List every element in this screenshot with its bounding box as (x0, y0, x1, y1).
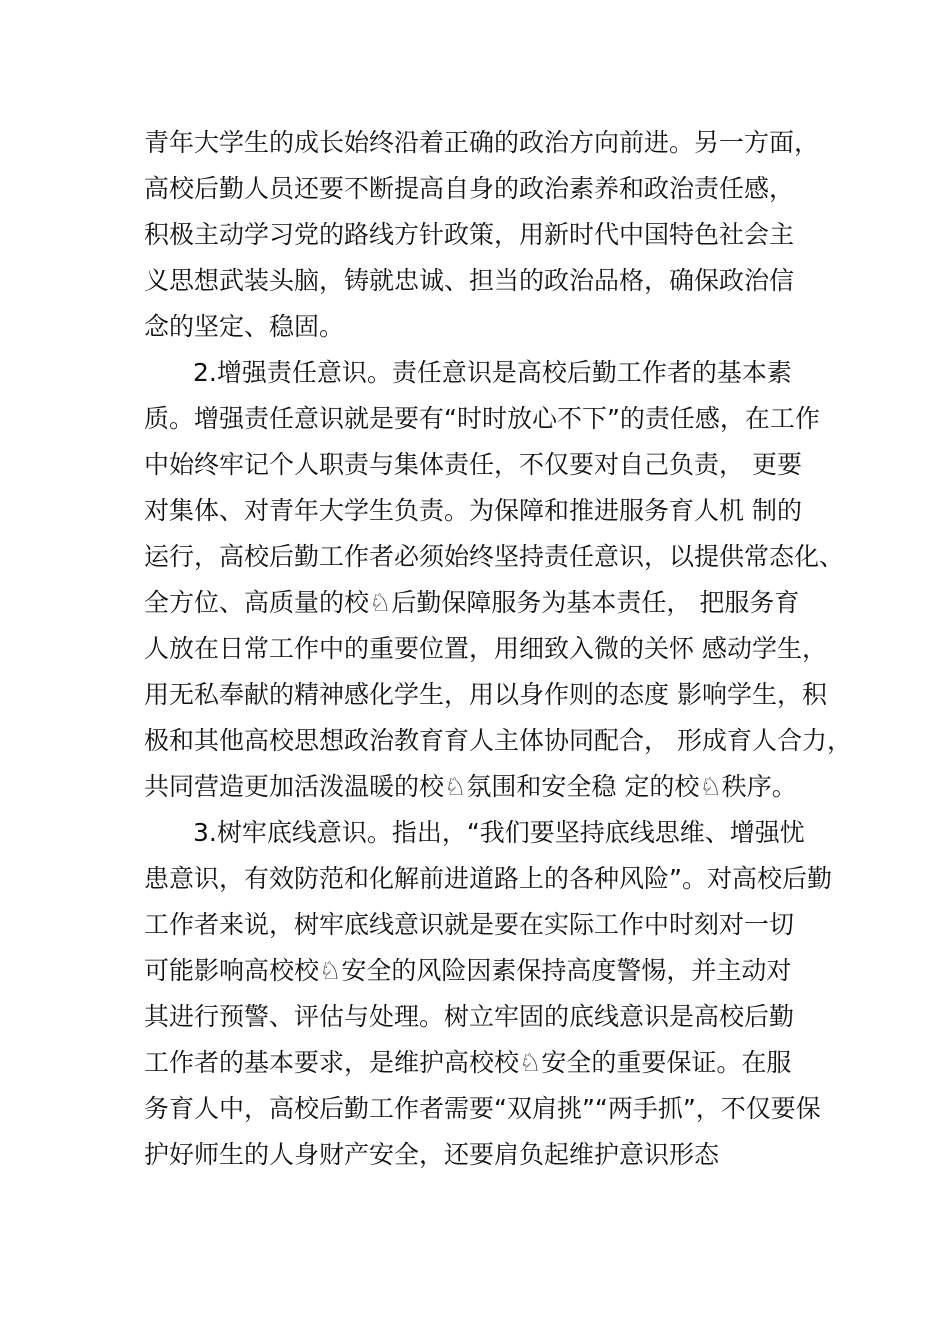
text-line-20: 其进行预警、评估与处理。树立牢固的底线意识是高校后勤 (144, 1002, 795, 1031)
text-line-23: 护好师生的人身财产安全，还要肩负起维护意识形态 (144, 1140, 720, 1169)
text-line-22: 务育人中，高校后勤工作者需要“双肩挑”“两手抓”，不仅要保 (144, 1094, 821, 1123)
text-line-13: 用无私奉献的精神感化学生，用以身作则的态度 影响学生，积 (144, 680, 827, 709)
text-line-18: 工作者来说，树牢底线意识就是要在实际工作中时刻对一切 (144, 910, 795, 939)
text-line-10: 运行，高校后勤工作者必须始终坚持责任意识，以提供常态化、 (144, 542, 845, 571)
text-line-1: 青年大学生的成长始终沿着正确的政治方向前进。另一方面， (144, 128, 820, 157)
text-line-2: 高校后勤人员还要不断提高自身的政治素养和政治责任感， (144, 174, 795, 203)
text-line-8: 中始终牢记个人职责与集体责任，不仅要对自己负责， 更要 (144, 450, 802, 479)
text-line-12: 人放在日常工作中的重要位置，用细致入微的关怀 感动学生， (144, 634, 827, 663)
text-line-4: 义思想武装头脑，铸就忠诚、担当的政治品格，确保政治信 (144, 266, 795, 295)
paragraph-2-start: 2.增强责任意识。责任意识是高校后勤工作者的基本素 (193, 358, 792, 387)
text-line-17: 患意识，有效防范和化解前进道路上的各种风险”。对高校后勤 (144, 864, 832, 893)
text-line-15: 共同营造更加活泼温暖的校♘氛围和安全稳 定的校♘秩序。 (144, 772, 797, 801)
paragraph-3-start: 3.树牢底线意识。指出，“我们要坚持底线思维、增强忧 (193, 818, 805, 847)
text-line-3: 积极主动学习党的路线方针政策，用新时代中国特色社会主 (144, 220, 795, 249)
text-line-7: 质。增强责任意识就是要有“时时放心不下”的责任感，在工作 (144, 404, 820, 433)
text-line-9: 对集体、对青年大学生负责。为保障和推进服务育人机 制的 (144, 496, 802, 525)
text-line-5: 念的坚定、稳固。 (144, 312, 345, 341)
text-line-19: 可能影响高校校♘安全的风险因素保持高度警惕，并主动对 (144, 956, 792, 985)
text-line-14: 极和其他高校思想政治教育育人主体协同配合， 形成育人合力， (144, 726, 852, 755)
text-line-21: 工作者的基本要求，是维护高校校♘安全的重要保证。在服 (144, 1048, 792, 1077)
text-line-11: 全方位、高质量的校♘后勤保障服务为基本责任， 把服务育 (144, 588, 800, 617)
